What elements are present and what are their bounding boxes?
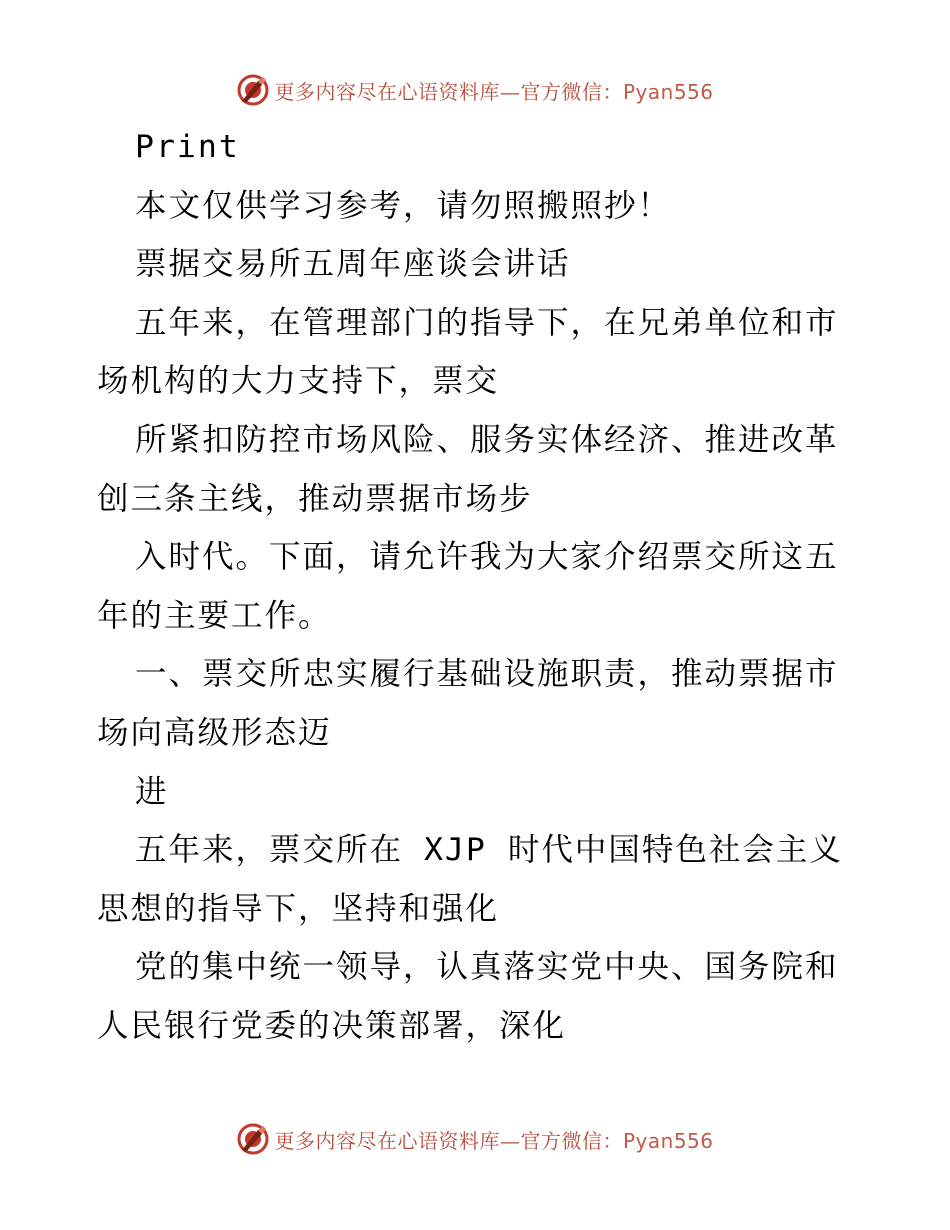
text-line: 五年来，票交所在 XJP 时代中国特色社会主义 bbox=[135, 832, 843, 869]
text-line: Print bbox=[135, 129, 240, 165]
text-line: 五年来，在管理部门的指导下，在兄弟单位和市 bbox=[135, 304, 839, 341]
text-line: 入时代。下面，请允许我为大家介绍票交所这五 bbox=[135, 539, 839, 576]
text-line: 票据交易所五周年座谈会讲话 bbox=[135, 246, 571, 283]
pen-logo-icon bbox=[236, 73, 270, 107]
text-line: 思想的指导下，坚持和强化 bbox=[97, 890, 500, 927]
text-line: 人民银行党委的决策部署，深化 bbox=[97, 1007, 567, 1044]
document-body bbox=[97, 118, 867, 1056]
banner-text: 更多内容尽在心语资料库—官方微信：Pyan556 bbox=[274, 1128, 714, 1153]
banner-text: 更多内容尽在心语资料库—官方微信：Pyan556 bbox=[274, 79, 714, 104]
text-line: 场机构的大力支持下，票交 bbox=[97, 363, 500, 400]
header-banner bbox=[0, 70, 950, 110]
text-line: 本文仅供学习参考，请勿照搬照抄！ bbox=[135, 187, 672, 224]
text-line: 党的集中统一领导，认真落实党中央、国务院和 bbox=[135, 949, 839, 986]
text-line: 创三条主线，推动票据市场步 bbox=[97, 480, 533, 517]
text-line: 所紧扣防控市场风险、服务实体经济、推进改革 bbox=[135, 421, 839, 458]
text-line: 场向高级形态迈 bbox=[97, 714, 332, 751]
text-line: 进 bbox=[135, 773, 169, 810]
text-line: 年的主要工作。 bbox=[97, 597, 332, 634]
pen-logo-icon bbox=[236, 1122, 270, 1156]
footer-banner bbox=[0, 1119, 950, 1159]
text-line: 一、票交所忠实履行基础设施职责，推动票据市 bbox=[135, 656, 839, 693]
